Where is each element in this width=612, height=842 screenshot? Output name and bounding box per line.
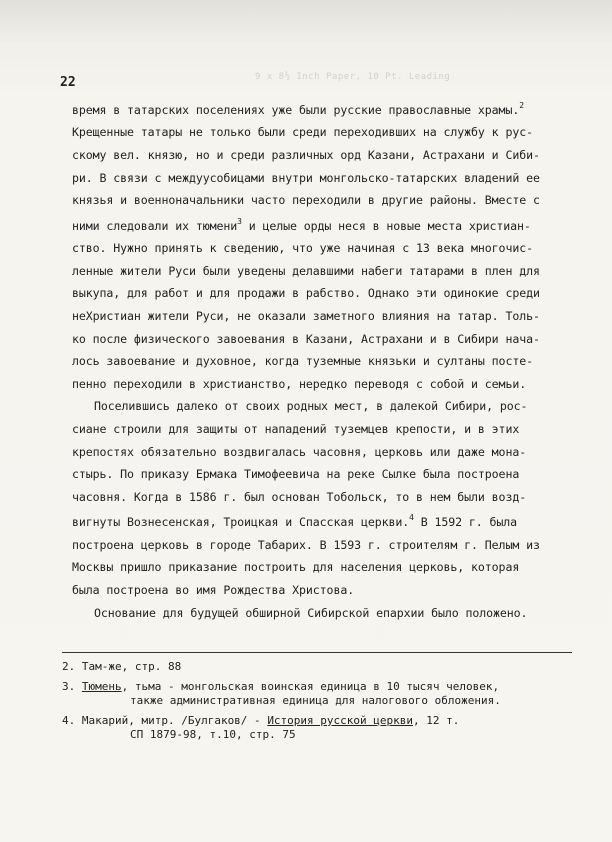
text-line: лось завоевание и духовное, когда туземные князьки и султаны посте- — [72, 354, 533, 369]
footnote-ref-4: 4 — [409, 513, 414, 523]
footnote-ref-2: 2 — [519, 101, 524, 110]
text-line-content: В 1592 г. была — [420, 515, 518, 530]
footnote-4-continuation: СП 1879-98, т.10, стр. 75 — [130, 728, 296, 741]
main-text — [72, 96, 572, 624]
footnote-3 — [62, 680, 572, 694]
text-line: Москвы пришло приказание построить для населения церковь, которая — [72, 560, 520, 575]
text-line-content: ними следовали их тюмени — [72, 218, 238, 233]
text-line: ри. В связи с междуусобицами внутри монгольско-татарских владений ее — [72, 170, 540, 185]
page-number: 22 — [60, 75, 76, 90]
text-line: Поселившись далеко от своих родных мест, в далекой Сибири, рос- — [94, 399, 528, 414]
footnotes — [62, 660, 572, 742]
footnote-term: Тюмень — [81, 680, 122, 693]
text-line: часовня. Когда в 1586 г. был основан Тобольск, то в нем были возд- — [72, 489, 527, 504]
text-line: ство. Нужно принять к сведению, что уже начиная с 13 века многочис- — [72, 241, 533, 256]
text-line — [72, 212, 572, 237]
footnote-divider — [62, 652, 572, 653]
text-line: неХристиан жители Руси, не оказали заметного влияния на татар. Толь- — [72, 309, 540, 324]
text-line: сиане строили для защиты от нападений туземцев крепости, и в этих — [72, 422, 520, 437]
text-line: Крещенные татары не только были среди переходивших на службу к рус- — [72, 125, 533, 140]
text-line: князья и военноначальники часто переходили в другие районы. Вместе с — [72, 193, 540, 208]
text-line: крепостях обязательно воздвигалась часовня, церковь или даже мона- — [72, 444, 527, 459]
footnote-3-continuation: также административная единица для налогового обложения. — [130, 694, 501, 707]
text-line-content: и целые орды неся в новые места христиан- — [248, 218, 531, 233]
text-line: ко после физического завоевания в Казани, Астрахани и в Сибири нача- — [72, 331, 540, 346]
footnote-number: 3. — [62, 680, 76, 693]
footnote-text: , 12 т. — [413, 714, 460, 727]
text-line — [72, 508, 572, 533]
text-line — [72, 96, 572, 121]
faint-paper-header: 9 x 8½ Inch Paper, 10 Pt. Leading — [255, 72, 451, 82]
text-line: построена церковь в городе Табарих. В 1593 г. строителям г. Пелым из — [72, 537, 540, 552]
footnote-text: 4. Макарий, митр. /Булгаков/ - — [62, 714, 268, 727]
paper-fold-shadow — [0, 0, 612, 44]
footnote-ref-3: 3 — [237, 216, 242, 226]
text-line: пенно переходили в христианство, нередко переводя с собой и семьи. — [72, 376, 527, 391]
text-line-content: вигнуты Вознесенская, Троицкая и Спасская церкви. — [72, 515, 410, 530]
text-line: Основание для будущей обширной Сибирской епархии было положено. — [94, 605, 528, 620]
footnote-book-title: История русской церкви — [267, 714, 414, 727]
footnote-2: 2. Там-же, стр. 88 — [62, 660, 182, 673]
text-line-content: время в татарских поселениях уже были русские православные храмы. — [72, 102, 520, 117]
text-line: ленные жители Руси были уведены делавшими набеги татарами в плен для — [72, 263, 540, 278]
text-line: была построена во имя Рождества Христова. — [72, 583, 355, 598]
text-line: стырь. По приказу Ермака Тимофеевича на реке Сылке была построена — [72, 467, 520, 482]
footnote-text: , тьма - монгольская воинская единица в 10 тысяч человек, — [121, 680, 500, 693]
text-line: скому вел. князю, но и среди различных орд Казани, Астрахани и Сиби- — [72, 148, 540, 163]
footnote-4 — [62, 714, 572, 728]
text-line: выкупа, для работ и для продажи в рабство. Однако эти одинокие среди — [72, 286, 540, 301]
